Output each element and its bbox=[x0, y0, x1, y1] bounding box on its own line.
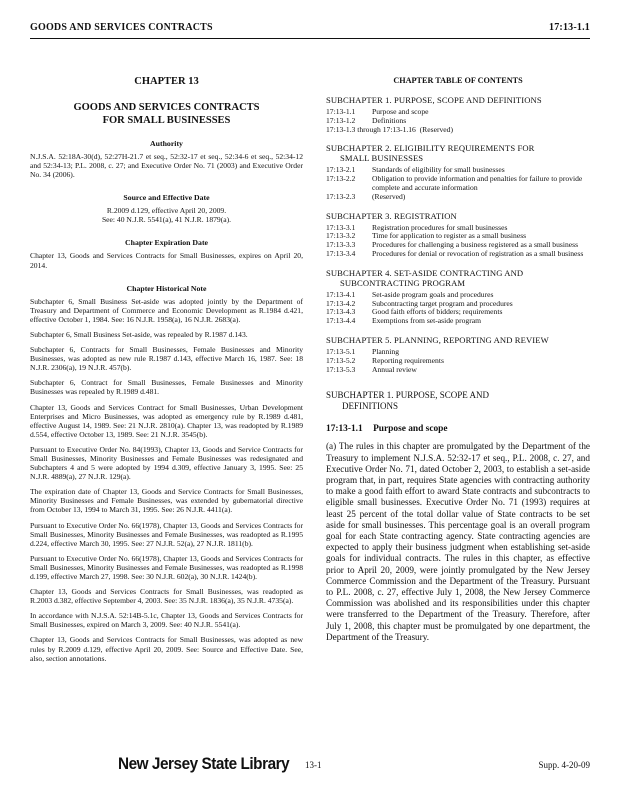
toc-item-title: Obligation to provide information and penalties for failure to provide complete and accurate information bbox=[372, 174, 583, 192]
chapter-title-line-1: GOODS AND SERVICES CONTRACTS bbox=[73, 102, 260, 113]
authority-heading: Authority bbox=[150, 139, 183, 148]
history-paragraph: Pursuant to Executive Order No. 84(1993), Chapter 13, Goods and Service Contracts for Small Businesses, Minority Businesses and Female Businesses was redesignated and Subchapters 4 and 5 were adopted by 1994 d.309, effective January 3, 1995. See: 25 N.J.R. 4889(a), 27 N.J.R. 129(a). bbox=[30, 444, 303, 482]
header-section-number: 17:13-1.1 bbox=[549, 22, 590, 33]
toc-item-number: 17:13-3.2 bbox=[326, 231, 356, 241]
left-column bbox=[30, 76, 303, 669]
header-title: GOODS AND SERVICES CONTRACTS bbox=[30, 22, 213, 33]
toc-item-number: 17:13-3.4 bbox=[326, 248, 356, 258]
history-paragraph: Chapter 13, Goods and Services Contracts for Small Businesses, was adopted as new rules by R.2009 d.129, effective April 20, 2009. See: Source and Effective Date. See, also, section annotations. bbox=[30, 635, 303, 663]
toc-item-title: Registration procedures for small businesses bbox=[372, 222, 508, 232]
source-heading: Source and Effective Date bbox=[123, 193, 210, 203]
body-subchapter-title: SUBCHAPTER 1. PURPOSE, SCOPE AND bbox=[326, 390, 490, 401]
toc-item[interactable] bbox=[326, 108, 590, 117]
toc-heading: CHAPTER TABLE OF CONTENTS bbox=[393, 76, 523, 85]
toc-item-title: (Reserved) bbox=[419, 124, 453, 134]
toc-item-number: 17:13-1.3 through 17:13-1.16 bbox=[326, 124, 416, 134]
toc-subchapter-2 bbox=[326, 143, 590, 201]
toc-item-title: Purpose and scope bbox=[372, 107, 429, 116]
toc-item-number: 17:13-3.3 bbox=[326, 240, 356, 250]
history-paragraph: Subchapter 6, Small Business Set-aside, was repealed by R.1987 d.143. bbox=[30, 329, 248, 339]
toc-subchapter-title-cont: SMALL BUSINESSES bbox=[340, 153, 424, 164]
section-number: 17:13-1.1 bbox=[326, 424, 363, 435]
toc-item-title: Set-aside program goals and procedures bbox=[372, 289, 494, 299]
history-paragraph: Chapter 13, Goods and Services Contract for Small Businesses, Urban Development Enterprises and Micro Businesses, was adopted as emergency rule by R.1989 d.481, effective August 14, 1989. See: 21 N.J.R. 2810(a). Chapter 13, was readopted by R.1989 d.554, effective October 13, 1989. See: 21 N.J.R. 3545(b). bbox=[30, 402, 303, 439]
toc-item-title: (Reserved) bbox=[372, 191, 406, 201]
section-title: Purpose and scope bbox=[373, 424, 448, 435]
toc-subchapter-heading bbox=[326, 95, 590, 105]
toc-item-number: 17:13-2.2 bbox=[326, 174, 356, 184]
toc-item-title: Planning bbox=[372, 346, 400, 356]
chapter-title-line-2: FOR SMALL BUSINESSES bbox=[102, 115, 231, 126]
toc-item-title: Annual review bbox=[372, 364, 417, 374]
history-paragraph: Pursuant to Executive Order No. 66(1978), Chapter 13, Goods and Services Contracts for Small Businesses, Minority Businesses and Female Businesses, was readopted as R.1995 d.224, effective March 30, 1995. See: 27 N.J.R. 52(a), 27 N.J.R. 1811(b). bbox=[30, 520, 303, 548]
expiration-heading: Chapter Expiration Date bbox=[124, 238, 209, 248]
toc-subchapter-title-cont: SUBCONTRACTING PROGRAM bbox=[340, 277, 466, 288]
toc-subchapter-5 bbox=[326, 335, 590, 374]
toc-subchapter-heading bbox=[326, 211, 590, 221]
toc-item-number: 17:13-5.2 bbox=[326, 355, 356, 365]
toc-subchapter-title: SUBCHAPTER 5. PLANNING, REPORTING AND REVIEW bbox=[326, 334, 549, 345]
library-watermark: New Jersey State Library bbox=[118, 754, 290, 773]
toc-subchapter-title: SUBCHAPTER 3. REGISTRATION bbox=[326, 210, 457, 221]
toc-item[interactable] bbox=[326, 175, 590, 193]
toc-item-title: Exemptions from set-aside program bbox=[372, 316, 482, 326]
body-subchapter-heading bbox=[326, 390, 590, 412]
running-header bbox=[30, 22, 590, 38]
supplement-date: Supp. 4-20-09 bbox=[538, 760, 590, 770]
toc-item[interactable] bbox=[326, 366, 590, 375]
toc-item-title: Standards of eligibility for small businesses bbox=[372, 165, 505, 175]
toc-item[interactable] bbox=[326, 317, 590, 326]
toc-item[interactable] bbox=[326, 348, 590, 357]
history-paragraph: In accordance with N.J.S.A. 52:14B-5.1c, Chapter 13, Goods and Services Contracts for Small Businesses, expired on March 3, 2009. See: 40 N.J.R. 5541(a). bbox=[30, 611, 303, 630]
section-paragraph: (a) The rules in this chapter are promulgated by the Department of the Treasury to implement N.J.S.A. 52:32-17 et seq., P.L. 2008, c. 27, and Executive Order No. 71, dated October 2, 2003, to establish a set-aside program that, in part, requires State agencies with contracting authority to make a good faith effort to award State contracts and subcontracts to eligible small businesses. Executive Order No. 71 (1993) requires at least 25 percent of the total dollar value of State contracts to be set aside for small businesses. This percentage goal is an overall program goal for each State contracting agency. State contracting agencies are expected to apply their business judgment when establishing set-aside goals for individual contracts. The rules in this chapter, as effective prior to April 20, 2009, were jointly promulgated by the New Jersey Commerce Commission and the Department of the Treasury. Pursuant to P.L. 2008, c. 27, effective July 1, 2008, the New Jersey Commerce Commission was abolished and its responsibilities under this chapter were transferred to the Department of the Treasury. Therefore, after July 1, 2008, this chapter must be promulgated by one department, the Department of the Treasury. bbox=[326, 441, 590, 642]
authority-text: N.J.S.A. 52:18A-30(d), 52:27H-21.7 et seq., 52:32-17 et seq., 52:34-6 et seq., 52:34-12 and 52:34-13; P.L. 2008, c. 27; and Executive Order No. 71 (2003) and Executive Order No. 34 (2006). bbox=[30, 152, 303, 180]
toc-item-number: 17:13-2.1 bbox=[326, 165, 356, 175]
section-heading bbox=[326, 424, 590, 434]
toc-item-number: 17:13-4.2 bbox=[326, 298, 356, 308]
toc-subchapter-3 bbox=[326, 211, 590, 259]
toc-item-number: 17:13-4.1 bbox=[326, 289, 356, 299]
right-column bbox=[326, 76, 590, 643]
toc-subchapter-4 bbox=[326, 268, 590, 326]
toc-subchapter-title: SUBCHAPTER 4. SET-ASIDE CONTRACTING AND bbox=[326, 267, 524, 278]
history-heading: Chapter Historical Note bbox=[126, 283, 207, 293]
toc-subchapter-title: SUBCHAPTER 2. ELIGIBILITY REQUIREMENTS FOR bbox=[326, 143, 535, 154]
expiration-text: Chapter 13, Goods and Services Contracts for Small Businesses, expires on April 20, 2014. bbox=[30, 251, 303, 270]
toc-item-title: Reporting requirements bbox=[372, 355, 444, 365]
toc-item-number: 17:13-2.3 bbox=[326, 191, 356, 201]
source-line-1: R.2009 d.129, effective April 20, 2009. bbox=[106, 206, 227, 216]
page-number: 13-1 bbox=[305, 760, 322, 770]
page-footer bbox=[30, 752, 590, 782]
source-text bbox=[30, 206, 303, 224]
toc-subchapter-heading bbox=[326, 143, 590, 163]
toc-item-number: 17:13-4.4 bbox=[326, 316, 356, 326]
toc-subchapter-title: SUBCHAPTER 1. PURPOSE, SCOPE AND DEFINITIONS bbox=[326, 95, 542, 105]
body-subchapter-title-cont: DEFINITIONS bbox=[342, 401, 398, 412]
history-paragraph: Subchapter 6, Small Business Set-aside was adopted jointly by the Department of Treasury and Department of Commerce and Economic Development as R.1984 d.421, effective October 1, 1984. See: 16 N.J.R. 1958(a), 16 N.J.R. 2683(a). bbox=[30, 296, 303, 324]
toc-item-number: 17:13-4.3 bbox=[326, 307, 356, 317]
toc-item-title: Time for application to register as a small business bbox=[372, 231, 527, 241]
toc-item-number: 17:13-1.1 bbox=[326, 107, 356, 116]
source-line-2: See: 40 N.J.R. 5541(a), 41 N.J.R. 1879(a). bbox=[101, 215, 232, 225]
toc-item-number: 17:13-1.2 bbox=[326, 115, 356, 125]
toc-item-number: 17:13-3.1 bbox=[326, 222, 356, 232]
history-paragraph: The expiration date of Chapter 13, Goods and Service Contracts for Small Businesses, Minority Businesses and Female Businesses, was extended by gubernatorial directive from October 13, 1994 to March 31, 1995. See: 26 N.J.R. 4411(a). bbox=[30, 487, 303, 515]
toc-item-title: Procedures for denial or revocation of registration as a small business bbox=[372, 248, 584, 258]
chapter-title bbox=[30, 101, 303, 127]
toc-item[interactable] bbox=[326, 357, 590, 366]
toc-item[interactable] bbox=[326, 193, 590, 202]
toc-item[interactable] bbox=[326, 126, 590, 135]
toc-item[interactable] bbox=[326, 250, 590, 259]
chapter-number: CHAPTER 13 bbox=[134, 76, 199, 87]
toc-item-title: Definitions bbox=[372, 115, 407, 125]
toc-item-title: Procedures for challenging a business registered as a small business bbox=[372, 240, 579, 250]
history-paragraph: Pursuant to Executive Order No. 66(1978), Chapter 13, Goods and Services Contracts for Small Businesses, Minority Businesses and Female Businesses, was readopted as R.1998 d.199, effective March 27, 1998. See: 30 N.J.R. 602(a), 30 N.J.R. 1424(b). bbox=[30, 553, 303, 581]
toc-item-number: 17:13-5.1 bbox=[326, 346, 356, 356]
history-paragraph: Subchapter 6, Contracts for Small Businesses, Female Businesses and Minority Businesses, was adopted as new rule R.1987 d.143, effective March 16, 1987. See: 18 N.J.R. 2306(a), 19 N.J.R. 457(b). bbox=[30, 345, 303, 373]
toc-item-number: 17:13-5.3 bbox=[326, 364, 356, 374]
toc-subchapter-heading bbox=[326, 335, 590, 345]
toc-item-title: Good faith efforts of bidders; requirements bbox=[372, 307, 503, 317]
history-paragraph: Chapter 13, Goods and Services Contracts for Small Businesses, was readopted as R.2003 d.382, effective September 4, 2003. See: 35 N.J.R. 1836(a), 35 N.J.R. 4735(a). bbox=[30, 587, 303, 606]
toc-item-title: Subcontracting target program and procedures bbox=[372, 298, 513, 308]
history-paragraph: Subchapter 6, Contract for Small Businesses, Female Businesses and Minority Businesses was repealed by R.1989 d.481. bbox=[30, 378, 303, 397]
header-rule bbox=[30, 38, 590, 39]
toc-subchapter-1 bbox=[326, 95, 590, 134]
toc-subchapter-heading bbox=[326, 268, 590, 288]
